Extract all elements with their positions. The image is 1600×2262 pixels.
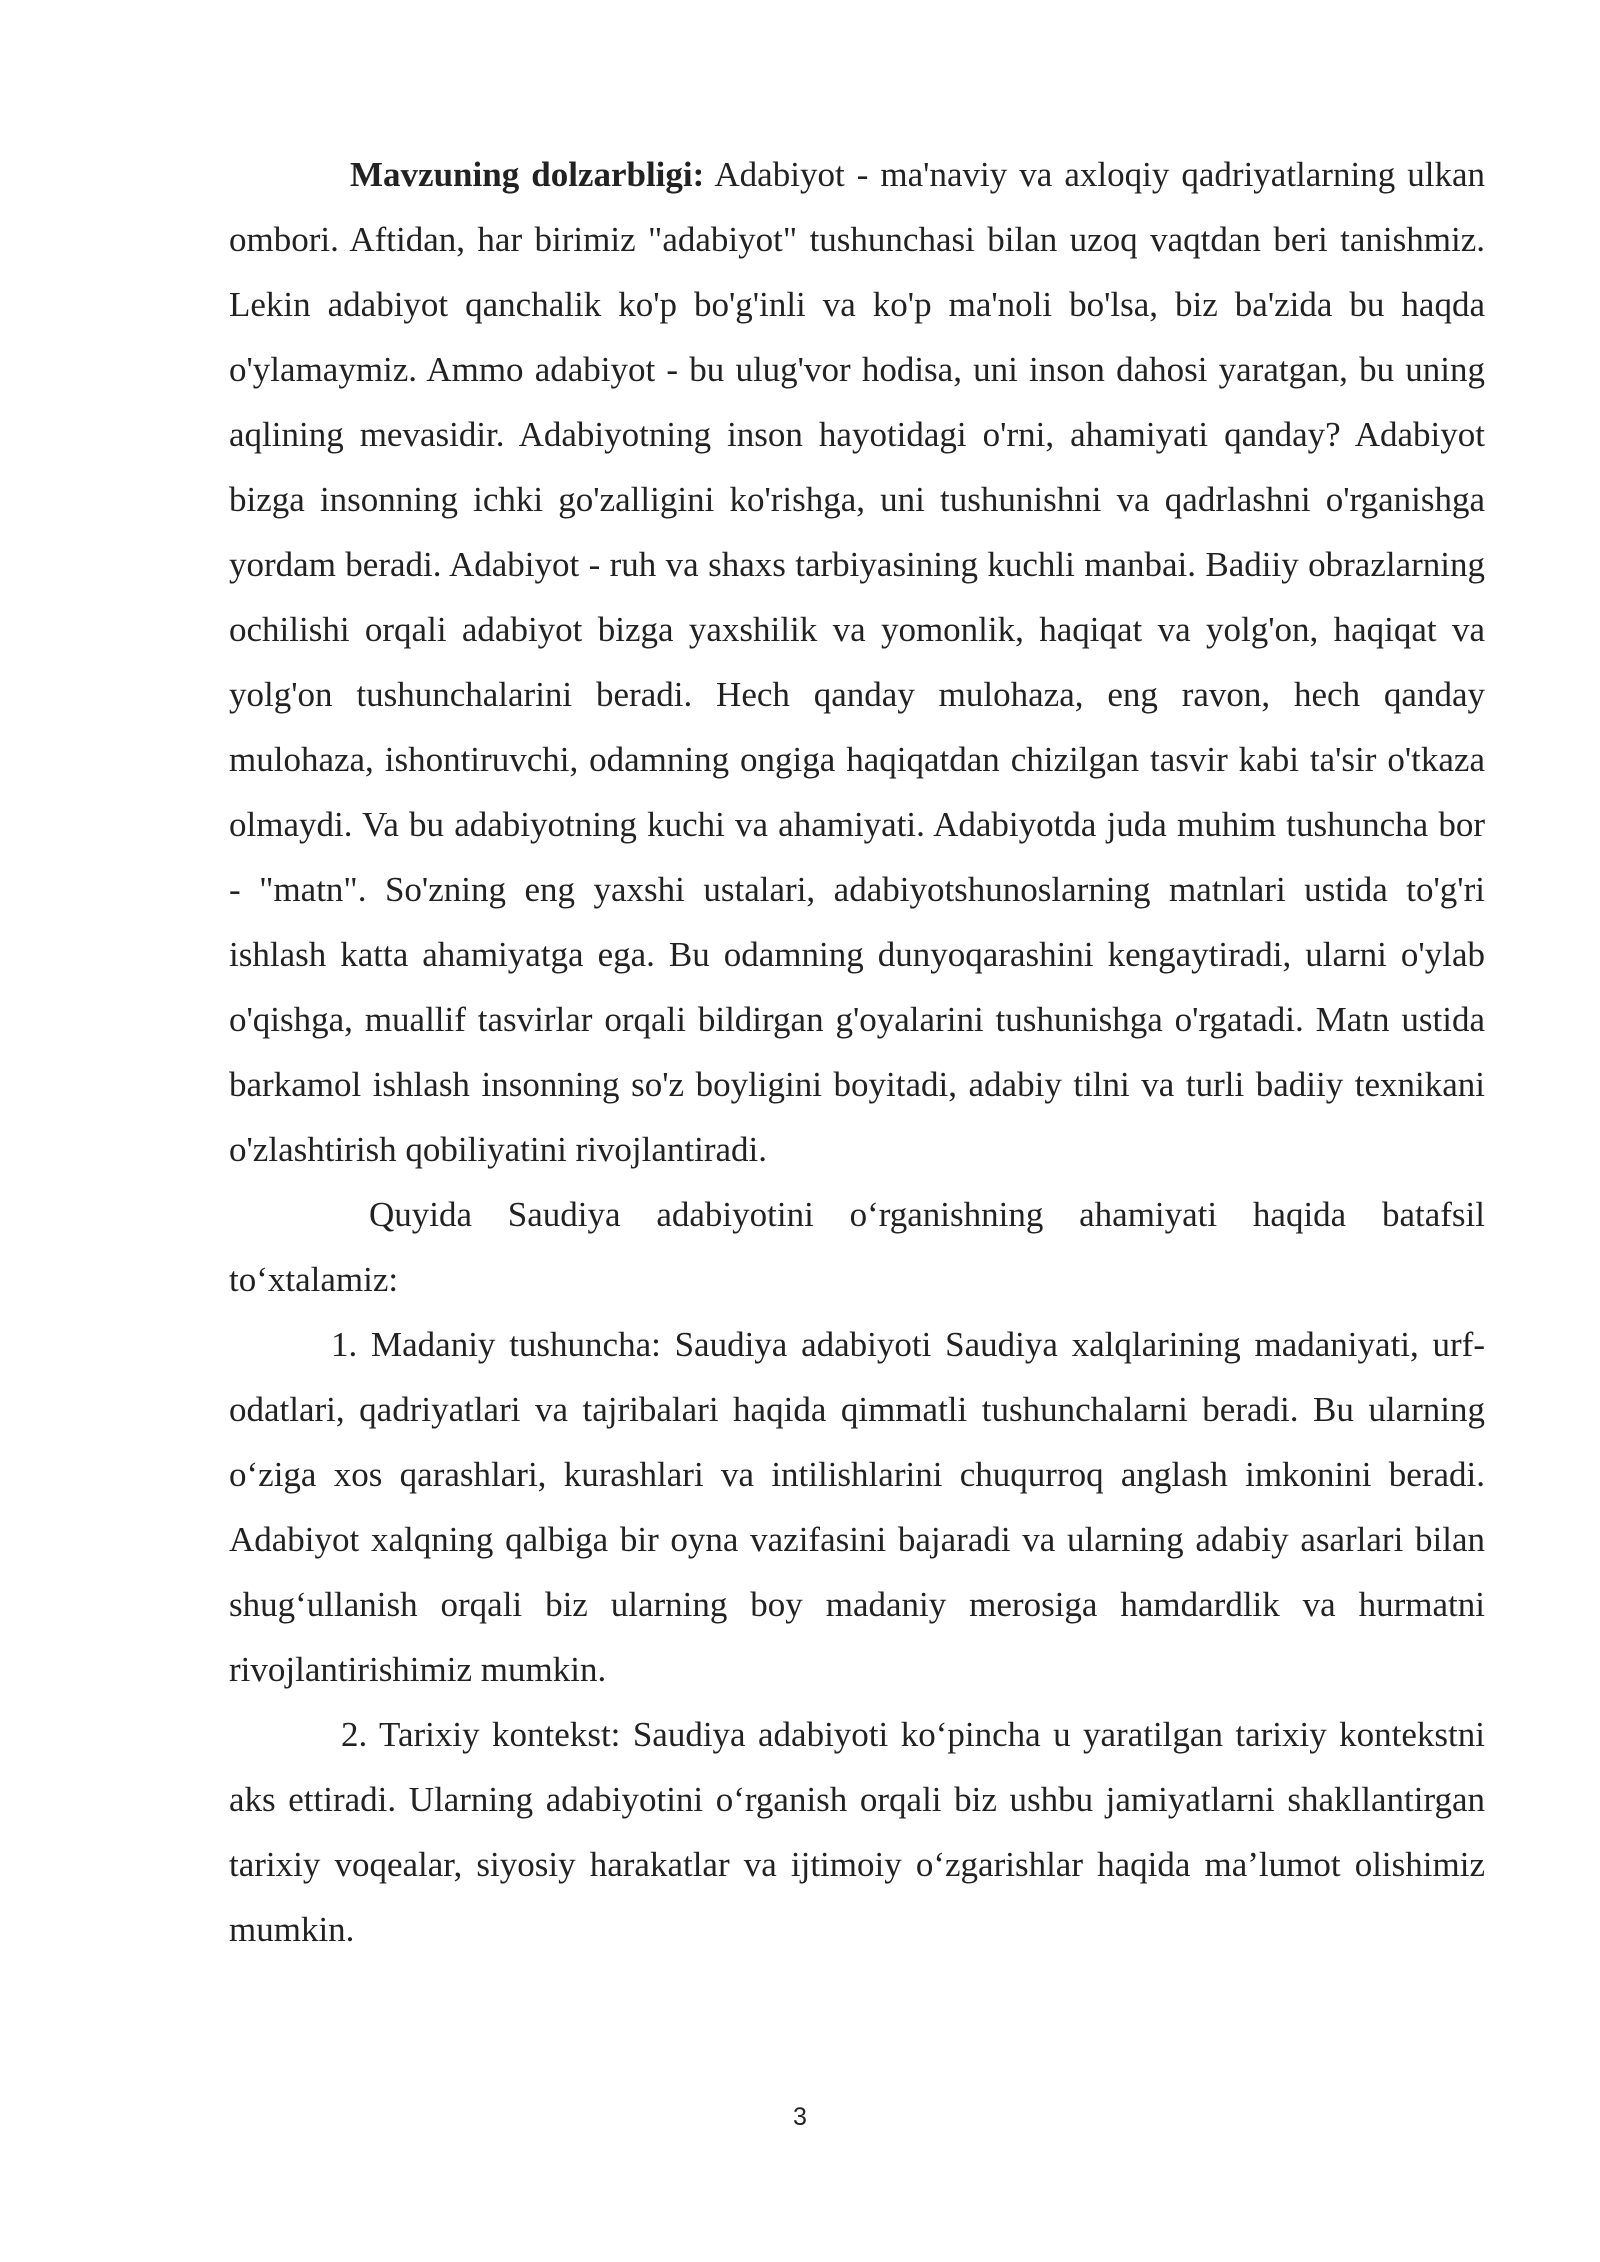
list-item: 1. Madaniy tushuncha: Saudiya adabiyoti Saudiya xalqlarining madaniyati, urf-odatlari, qadriyatlari va tajribalari haqida qimmatli tushunchalarni beradi. Bu ularning o‘ziga xos qarashlari, kurashlari va intilishlarini chuqurroq anglash imkonini beradi. Adabiyot xalqning qalbiga bir oyna vazifasini bajaradi va ularning adabiy asarlari bilan shug‘ullanish orqali biz ularning boy madaniy merosiga hamdardlik va hurmatni rivojlantirishimiz mumkin.: [229, 1325, 1485, 1689]
section-intro-paragraph: Quyida Saudiya adabiyotini o‘rganishning ahamiyati haqida batafsil to‘xtalamiz:: [229, 1195, 1485, 1299]
page-body: [229, 142, 1485, 1962]
intro-paragraph: [229, 142, 1485, 1182]
intro-lead: Mavzuning dolzarbligi:: [350, 155, 705, 194]
page-number: 3: [793, 2103, 807, 2131]
list-item: 2. Tarixiy kontekst: Saudiya adabiyoti ko‘pincha u yaratilgan tarixiy kontekstni aks ettiradi. Ularning adabiyotini o‘rganish orqali biz ushbu jamiyatlarni shakllantirgan tarixiy voqealar, siyosiy harakatlar va ijtimoiy o‘zgarishlar haqida ma’lumot olishimiz mumkin.: [229, 1715, 1485, 1949]
intro-text: Adabiyot - ma'naviy va axloqiy qadriyatlarning ulkan ombori. Aftidan, har birimiz "adabiyot" tushunchasi bilan uzoq vaqtdan beri tanishmiz. Lekin adabiyot qanchalik ko'p bo'g'inli va ko'p ma'noli bo'lsa, biz ba'zida bu haqda o'ylamaymiz. Ammo adabiyot - bu ulug'vor hodisa, uni inson dahosi yaratgan, bu uning aqlining mevasidir. Adabiyotning inson hayotidagi o'rni, ahamiyati qanday? Adabiyot bizga insonning ichki go'zalligini ko'rishga, uni tushunishni va qadrlashni o'rganishga yordam beradi. Adabiyot - ruh va shaxs tarbiyasining kuchli manbai. Badiiy obrazlarning ochilishi orqali adabiyot bizga yaxshilik va yomonlik, haqiqat va yolg'on, haqiqat va yolg'on tushunchalarini beradi. Hech qanday mulohaza, eng ravon, hech qanday mulohaza, ishontiruvchi, odamning ongiga haqiqatdan chizilgan tasvir kabi ta'sir o'tkaza olmaydi. Va bu adabiyotning kuchi va ahamiyati. Adabiyotda juda muhim tushuncha bor - "matn". So'zning eng yaxshi ustalari, adabiyotshunoslarning matnlari ustida to'g'ri ishlash katta ahamiyatga ega. Bu odamning dunyoqarashini kengaytiradi, ularni o'ylab o'qishga, muallif tasvirlar orqali bildirgan g'oyalarini tushunishga o'rgatadi. Matn ustida barkamol ishlash insonning so'z boyligini boyitadi, adabiy tilni va turli badiiy texnikani o'zlashtirish qobiliyatini rivojlantiradi.: [229, 155, 1485, 1169]
